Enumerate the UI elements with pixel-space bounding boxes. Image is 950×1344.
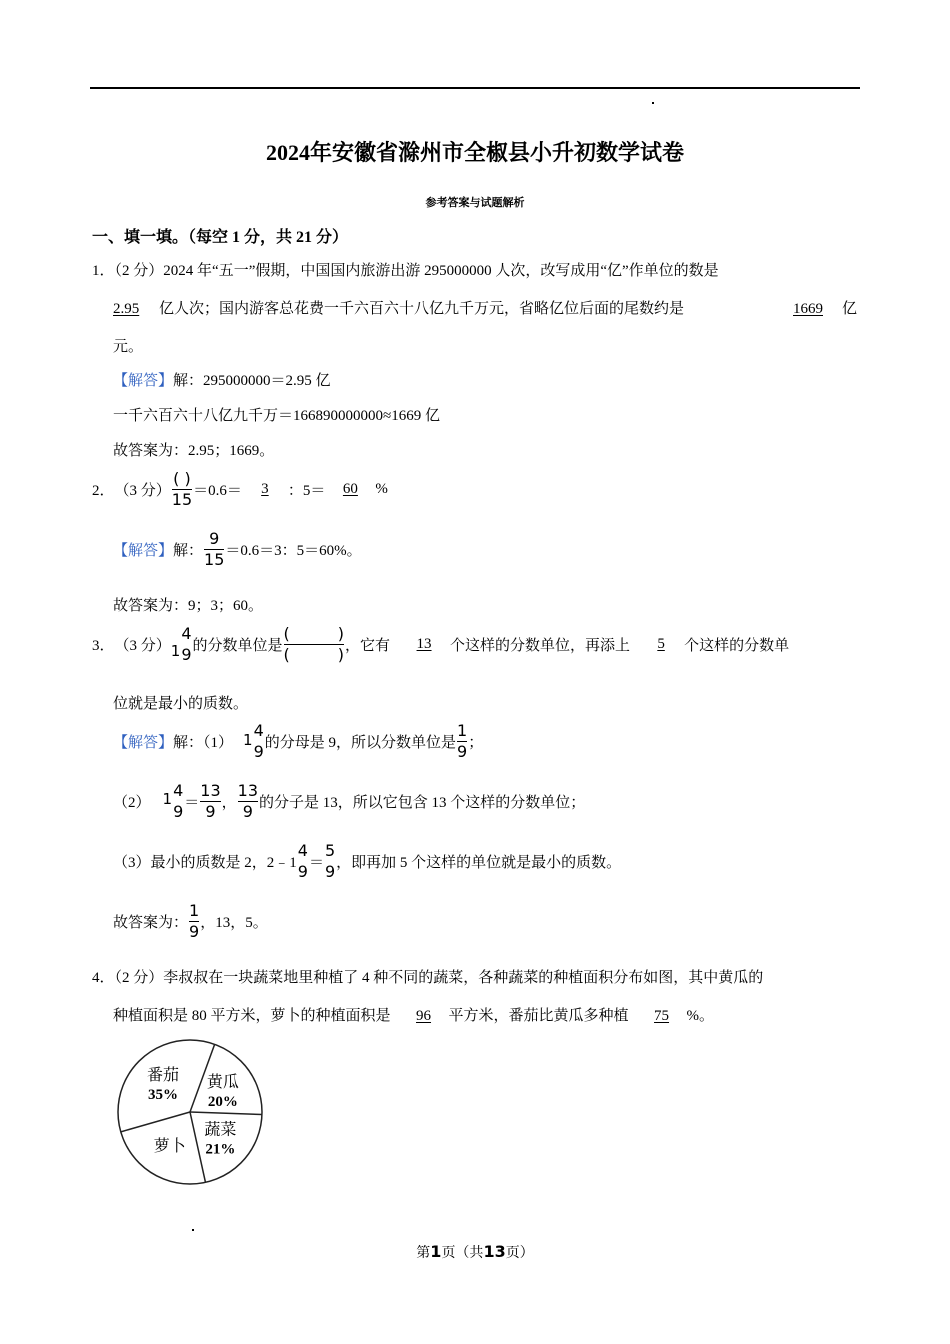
- q2-frac-den: 15: [171, 490, 193, 509]
- page-title: 2024年安徽省滁州市全椒县小升初数学试卷: [265, 140, 684, 165]
- q3-ans2-comma: ，: [221, 795, 237, 811]
- q2-final-answer: 故答案为：9；3；60。: [113, 598, 264, 614]
- q3-ans2-whole: 1: [162, 789, 173, 808]
- q4-line1: [92, 966, 763, 987]
- q2-answer-text: ＝0.6＝3：5＝60%。: [225, 543, 362, 559]
- q1-answer-blank-2: 1669: [793, 301, 823, 317]
- q3-line1: [92, 625, 789, 664]
- q1-answer-line1: [113, 369, 331, 390]
- q1-solution-2: 一千六百六十八亿九千万＝166890000000≈1669 亿: [113, 408, 440, 424]
- q2-text-1: ＝0.6＝: [193, 483, 242, 499]
- q1-text-2: 亿人次；国内游客总花费一千六百六十八亿九千万元，省略亿位后面的尾数约是: [159, 301, 685, 317]
- pie-slice-label: 番茄: [146, 1065, 180, 1085]
- q1-text: 2024 年“五一”假期，中国国内旅游出游 295000000 人次，改写成用“亿”作单位的数是: [163, 263, 719, 279]
- q3-ans1-text: 的分母是 9，所以分数单位是: [264, 735, 457, 751]
- q3-text-4: 个这样的分数单: [684, 638, 790, 654]
- dot-mark: [652, 102, 654, 104]
- q1-number: 1．: [92, 263, 115, 279]
- q3-ans2-text: 的分子是 13，所以它包含 13 个这样的分数单位；: [259, 795, 586, 811]
- pie-slice-divider-3: [190, 1112, 205, 1182]
- q3-paren-num: ( ): [283, 624, 345, 643]
- q3-answer-1: [113, 722, 483, 761]
- q4-answer-blank-1: 96: [416, 1008, 432, 1024]
- pie-slice-label: 黄瓜: [206, 1071, 239, 1091]
- q4-text-4: %。: [686, 1008, 715, 1024]
- pie-slice-label: 萝卜: [153, 1136, 186, 1156]
- q3-ans3-fraction: [298, 842, 308, 881]
- q1-solution-1: 解：295000000＝2.95 亿: [173, 373, 331, 389]
- q4-score: （2 分）: [114, 970, 164, 986]
- pie-slice-value: 35%: [147, 1087, 178, 1104]
- q3-final-answer: [113, 902, 268, 941]
- pie-slice-divider-0: [121, 1112, 190, 1132]
- q3-ans1-fraction: [254, 722, 264, 761]
- q3-ans3-pre: （3）最小的质数是 2，2﹣1: [113, 855, 297, 871]
- q3-number: 3．: [92, 638, 115, 654]
- q2-text-2: ：5＝: [287, 483, 326, 499]
- q3-ans2-fraction-3: [238, 782, 258, 821]
- answer-tag: 【解答】: [113, 373, 174, 389]
- q3-line2: 位就是最小的质数。: [113, 696, 249, 712]
- header-rule: [90, 87, 860, 89]
- q2-answer-fraction: [204, 530, 224, 569]
- q3-final-pre: 故答案为：: [113, 915, 189, 931]
- q3-final-num: 1: [189, 901, 200, 920]
- q3-ans2-d3: 9: [242, 802, 253, 821]
- q3-ans2-eq: ＝: [184, 795, 200, 811]
- q3-final-fraction: [189, 902, 199, 941]
- q3-whole: 1: [170, 641, 181, 660]
- q2-answer-blank-2: 60: [342, 481, 358, 497]
- q3-ans1-pre: 解：（1）: [173, 735, 234, 751]
- pie-slice-label: 蔬菜: [204, 1119, 237, 1139]
- q3-ans2-n2: 13: [200, 781, 221, 800]
- page-footer: [0, 1242, 950, 1262]
- q2-ans-den: 15: [204, 550, 225, 569]
- q3-score: （3 分）: [114, 638, 171, 654]
- q1-final-answer: 故答案为：2.95；1669。: [113, 443, 275, 459]
- page-total: 13: [483, 1242, 506, 1261]
- q3-paren-den: ( ): [283, 645, 345, 664]
- footer-mid: 页（共: [441, 1246, 484, 1261]
- pie-slice-value: 20%: [207, 1093, 238, 1110]
- q4-text-2: 种植面积是 80 平方米，萝卜的种植面积是: [113, 1008, 391, 1024]
- section-heading: 一、填一填。（每空 1 分，共 21 分）: [92, 229, 349, 246]
- footer-post: 页）: [505, 1246, 534, 1261]
- q3-ans2-fraction-2: [200, 782, 220, 821]
- q2-score: （3 分）: [114, 483, 171, 499]
- q3-ans1-uden: 9: [457, 742, 468, 761]
- q3-ans3-text: ，即再加 5 个这样的单位就是最小的质数。: [336, 855, 622, 871]
- q3-answer-blank-2: 5: [657, 636, 665, 652]
- q3-ans3-n2: 5: [324, 841, 336, 860]
- q3-ans1-whole: 1: [243, 730, 253, 749]
- q1-text-3: 亿: [842, 301, 858, 317]
- answer-tag: 【解答】: [113, 543, 174, 559]
- q3-text-3: 个这样的分数单位，再添上: [450, 638, 631, 654]
- q3-ans1-end: ；: [468, 735, 484, 751]
- q3-ans3-fraction-2: [325, 842, 335, 881]
- q2-line: [92, 470, 388, 509]
- q1-answer-blank-1: 2.95: [113, 301, 140, 317]
- q3-ans3-eq: ＝: [308, 855, 324, 871]
- q3-blank-fraction: [284, 625, 345, 664]
- page-subtitle: 参考答案与试题解析: [425, 196, 525, 209]
- q1-line2: [113, 297, 684, 318]
- q3-ans2-fraction: [173, 782, 183, 821]
- q3-final-den: 9: [189, 922, 200, 941]
- q4-answer-blank-2: 75: [654, 1008, 670, 1024]
- q4-number: 4．: [92, 970, 115, 986]
- page-number: 1: [430, 1242, 442, 1261]
- q1-line3: 元。: [113, 339, 144, 355]
- q3-ans3-d2: 9: [324, 862, 336, 881]
- q3-ans2-pre: （2）: [113, 795, 151, 811]
- q4-line2: [113, 1004, 714, 1025]
- pie-slice-divider-2: [190, 1112, 262, 1115]
- q3-answer-3: [113, 842, 621, 881]
- q1-line1: [92, 259, 719, 280]
- q2-answer-pre: 解：: [173, 543, 204, 559]
- footer-pre: 第: [416, 1246, 431, 1261]
- q3-ans1-num: 4: [253, 721, 264, 740]
- q3-ans1-unum: 1: [457, 721, 468, 740]
- q3-ans2-num: 4: [173, 781, 184, 800]
- q3-text-2: ，它有: [345, 638, 391, 654]
- q3-frac-num: 4: [181, 624, 192, 643]
- q3-ans3-den: 9: [297, 862, 308, 881]
- q3-ans2-d2: 9: [205, 802, 216, 821]
- q3-answer-2: [113, 782, 585, 821]
- q2-answer: [113, 530, 362, 569]
- q3-frac-den: 9: [181, 645, 192, 664]
- q3-ans1-den: 9: [253, 742, 264, 761]
- pie-chart: [110, 1032, 270, 1192]
- q3-mixed-fraction: [181, 625, 191, 664]
- answer-tag: 【解答】: [113, 735, 174, 751]
- q4-text-1: 李叔叔在一块蔬菜地里种植了 4 种不同的蔬菜，各种蔬菜的种植面积分布如图，其中黄瓜的: [163, 970, 764, 986]
- q2-ans-num: 9: [209, 529, 220, 548]
- dot-mark: [192, 1229, 194, 1231]
- q2-text-3: %: [375, 481, 388, 497]
- q2-fraction: [172, 470, 192, 509]
- q3-text-1: 的分数单位是: [192, 638, 283, 654]
- q3-ans3-num: 4: [297, 841, 308, 860]
- q1-line2-end: [774, 297, 857, 318]
- q3-ans1-unit: [457, 722, 467, 761]
- pie-slice-value: 21%: [205, 1141, 236, 1158]
- q2-number: 2．: [92, 483, 115, 499]
- q2-frac-num: ( ): [173, 469, 191, 488]
- q2-answer-blank-1: 3: [261, 481, 269, 497]
- q3-ans2-n3: 13: [237, 781, 258, 800]
- q3-answer-blank-1: 13: [416, 636, 432, 652]
- q1-score: （2 分）: [114, 263, 164, 279]
- q4-text-3: 平方米，番茄比黄瓜多种植: [448, 1008, 629, 1024]
- q3-final-text: ，13，5。: [200, 915, 268, 931]
- q3-ans2-den: 9: [173, 802, 184, 821]
